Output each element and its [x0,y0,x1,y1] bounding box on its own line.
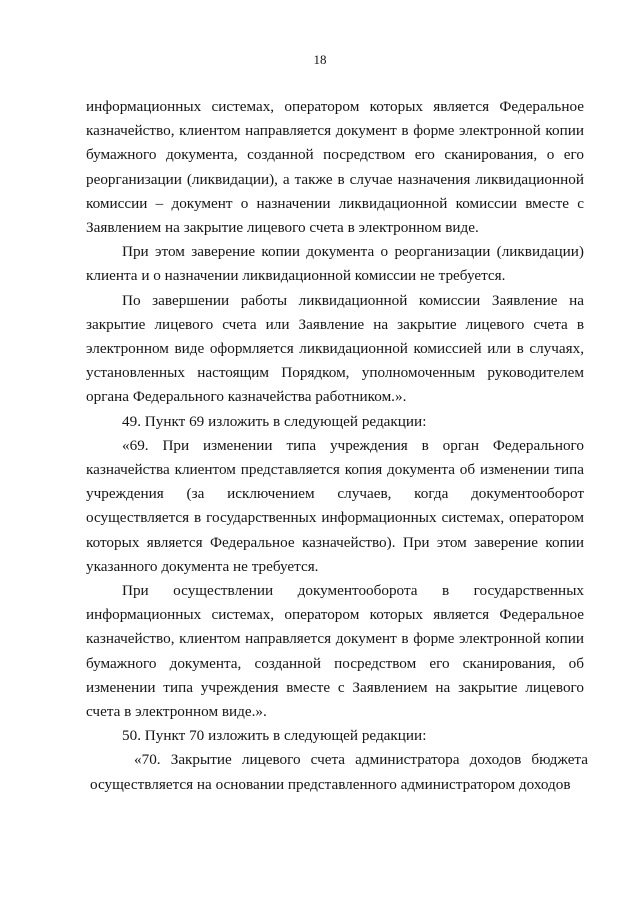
paragraph-continued: информационных системах, оператором которых является Федеральное казначейство, клиентом направляется документ в форме электронной копии бумажного документа, созданной посредством его сканирования, о его реорганизации (ликвидации), а также в случае назначения ликвидационной комиссии – документ о назначении ликвидационной комиссии вместе с Заявлением на закрытие лицевого счета в электронном виде. [86,98,584,237]
paragraph-item-69-electronic: При осуществлении документооборота в государственных информационных системах, оператором которых является Федеральное казначейство, клиентом направляется документ в форме электронной копии бумажного документа, созданной посредством его сканирования, об изменении типа учреждения вместе с Заявлением на закрытие лицевого счета в электронном виде.». [86,582,584,721]
paragraph-item-69: «69. При изменении типа учреждения в орган Федерального казначейства клиентом представляется копия документа об изменении типа учреждения (за исключением случаев, когда документооборот осуществляется в государственных информационных системах, оператором которых является Федеральное казначейство). При этом заверение копии указанного документа не требуется. [86,436,584,575]
paragraph-liquidation-completion: По завершении работы ликвидационной комиссии Заявление на закрытие лицевого счета или Заявление на закрытие лицевого счета в электронном виде оформляется ликвидационной комиссией или в случаях, установленных настоящим Порядком, уполномоченным руководителем органа Федерального казначейства работником.». [86,291,584,406]
paragraph-item-49-heading: 49. Пункт 69 изложить в следующей редакции: [122,412,427,430]
paragraph-certification-not-required: При этом заверение копии документа о реорганизации (ликвидации) клиента и о назначении ликвидационной комиссии не требуется. [86,243,584,285]
paragraph-item-50-heading: 50. Пункт 70 изложить в следующей редакции: [122,727,427,745]
page-number: 18 [313,52,327,67]
paragraph-item-70: «70. Закрытие лицевого счета администратора доходов бюджета осуществляется на основании представленного администратором доходов [90,751,588,793]
document-body [86,95,588,797]
